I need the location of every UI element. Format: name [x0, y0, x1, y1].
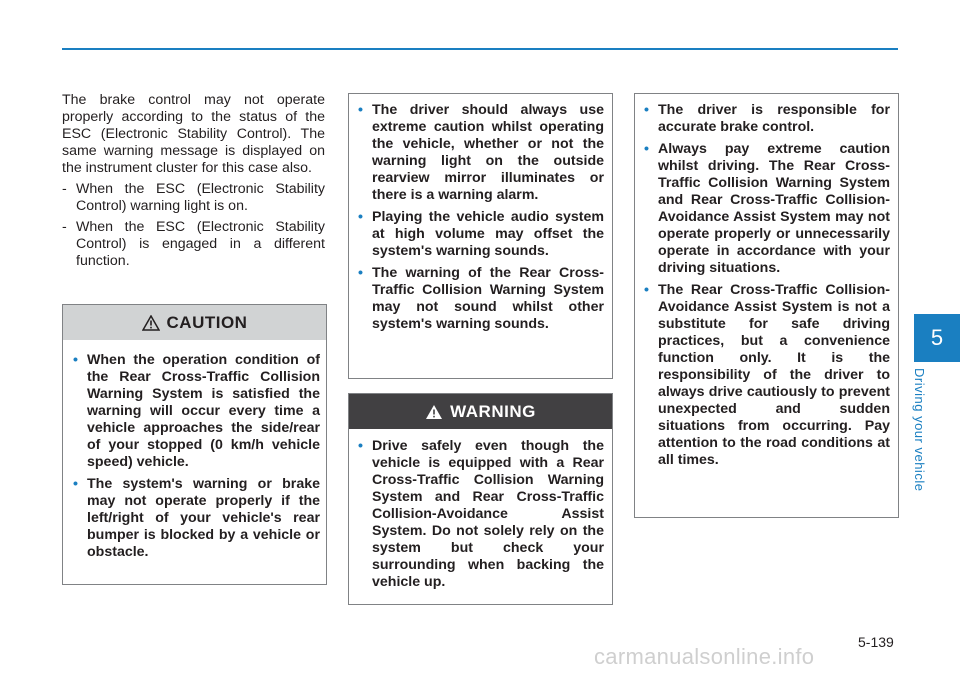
- bullet-icon: •: [358, 438, 363, 454]
- chapter-number: 5: [930, 325, 944, 350]
- intro-item-text: When the ESC (Electronic Stability Control) warning light is on.: [76, 181, 325, 214]
- caution-item: [73, 476, 320, 561]
- chapter-title: Driving your vehicle: [912, 368, 927, 492]
- note-middle-list: [349, 94, 612, 333]
- intro-section: [62, 92, 325, 270]
- header-rule: [62, 48, 898, 50]
- warning-triangle-icon: [425, 404, 443, 420]
- warning-item: [358, 438, 604, 591]
- note-right-item: [644, 282, 890, 469]
- note-right-item-text: The driver is responsible for accurate brake control.: [658, 102, 890, 135]
- warning-title: WARNING: [450, 401, 536, 421]
- bullet-icon: •: [358, 209, 363, 225]
- note-right-item-text: The Rear Cross-Traffic Collision-Avoidance Assist System is not a substitute for safe driving practices, but a convenience function only. It is the responsibility of the driver to always drive cautiously to prevent unexpected and sudden situations from occurring. Pay attention to the road conditions at all times.: [658, 282, 890, 468]
- caution-triangle-icon: [142, 315, 160, 331]
- intro-item: [62, 219, 325, 270]
- note-right-item: [644, 141, 890, 277]
- watermark-link[interactable]: carmanualsonline.info: [594, 644, 815, 669]
- warning-header: [349, 394, 612, 429]
- note-middle-item-text: The warning of the Rear Cross-Traffic Collision Warning System may not sound whilst other system's warning sounds.: [372, 265, 604, 332]
- caution-item: [73, 352, 320, 471]
- note-box-middle: [348, 93, 613, 379]
- warning-list: [349, 429, 612, 591]
- note-middle-item: [358, 102, 604, 204]
- bullet-icon: •: [358, 265, 363, 281]
- dash-marker: -: [62, 181, 67, 197]
- page-number: 5-139: [858, 634, 894, 650]
- bullet-icon: •: [644, 282, 649, 298]
- bullet-icon: •: [73, 476, 78, 492]
- note-right-list: [635, 94, 898, 469]
- caution-list: [63, 340, 326, 561]
- intro-item-text: When the ESC (Electronic Stability Control) is engaged in a different function.: [76, 219, 325, 269]
- chapter-tab: [914, 314, 960, 362]
- note-right-item-text: Always pay extreme caution whilst driving. The Rear Cross-Traffic Collision Warning System and Rear Cross-Traffic Collision-Avoidance Assist System may not operate properly or unnecessarily operate in accordance with your driving situations.: [658, 141, 890, 276]
- note-middle-item: [358, 209, 604, 260]
- caution-title: CAUTION: [166, 312, 248, 332]
- bullet-icon: •: [73, 352, 78, 368]
- note-middle-item-text: Playing the vehicle audio system at high volume may offset the system's warning sounds.: [372, 209, 604, 259]
- bullet-icon: •: [358, 102, 363, 118]
- intro-paragraph: The brake control may not operate properly according to the status of the ESC (Electronic Stability Control). The same warning message is displayed on the instrument cluster for this case also.: [62, 92, 325, 176]
- warning-box: [348, 393, 613, 605]
- dash-marker: -: [62, 219, 67, 235]
- warning-item-text: Drive safely even though the vehicle is equipped with a Rear Cross-Traffic Collision Warning System and Rear Cross-Traffic Collision-Avoidance Assist System. Do not solely rely on the system but check your surrounding when backing the vehicle up.: [372, 438, 604, 590]
- caution-box: [62, 304, 327, 585]
- caution-item-text: When the operation condition of the Rear Cross-Traffic Collision Warning System is satisfied the warning will occur every time a vehicle approaches the side/rear of your stopped (0 km/h vehicle speed) vehicle.: [87, 352, 320, 470]
- intro-item: [62, 181, 325, 215]
- note-box-right: [634, 93, 899, 518]
- chapter-title-container: [912, 368, 949, 500]
- caution-header: [63, 305, 326, 340]
- note-middle-item: [358, 265, 604, 333]
- note-right-item: [644, 102, 890, 136]
- bullet-icon: •: [644, 102, 649, 118]
- caution-item-text: The system's warning or brake may not operate properly if the left/right of your vehicle's rear bumper is blocked by a vehicle or obstacle.: [87, 476, 320, 560]
- bullet-icon: •: [644, 141, 649, 157]
- note-middle-item-text: The driver should always use extreme caution whilst operating the vehicle, whether or not the warning light on the outside rearview mirror illuminates or there is a warning alarm.: [372, 102, 604, 203]
